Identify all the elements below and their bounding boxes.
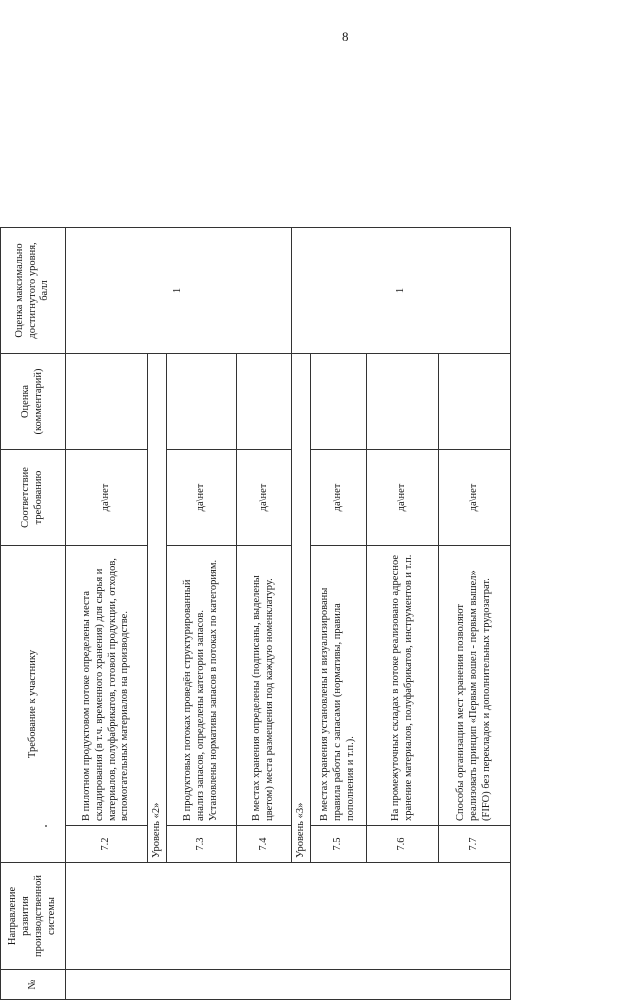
row-requirement: В пилотном продуктовом потоке определены места складирования (в т.ч. временного хранения) для сырья и материалов, полуфабрикатов, готовой продукции, отходов, вспомогательных материалов на производстве. xyxy=(66,545,148,825)
row-compliance: да\нет xyxy=(66,449,148,545)
num-cell xyxy=(66,970,511,1000)
row-requirement: В местах хранения установлены и визуализированы правила работы с запасами (нормативы, правила пополнения и т.п.). xyxy=(311,545,367,825)
row-id: 7.5 xyxy=(311,826,367,863)
row-assessment xyxy=(66,353,148,449)
requirements-table xyxy=(0,227,511,1000)
row-id: 7.6 xyxy=(367,826,439,863)
level-label: Уровень «3» xyxy=(292,353,311,862)
row-id: 7.2 xyxy=(66,826,148,863)
row-assessment xyxy=(439,353,511,449)
row-assessment xyxy=(237,353,292,449)
row-requirement: Способы организации мест хранения позволяют реализовать принцип «Первым вошел - первым вышел» (FIFO) без перекладок и дополнительных трудозатрат. xyxy=(439,545,511,825)
page-number: 8 xyxy=(342,29,349,44)
direction-cell xyxy=(66,863,511,970)
header-assessment: Оценка (комментарий) xyxy=(1,353,66,449)
row-requirement: В продуктовых потоках проведён структурированный анализ запасов, определены категории запасов. Установлены нормативы запасов в потоках по категориям. xyxy=(167,545,237,825)
row-requirement: На промежуточных складах в потоке реализовано адресное хранение материалов, полуфабрикатов, инструментов и т.п. xyxy=(367,545,439,825)
row-assessment xyxy=(367,353,439,449)
header-num: № xyxy=(1,970,66,1000)
row-id: 7.7 xyxy=(439,826,511,863)
header-direction: Направление развития производственной системы xyxy=(1,863,66,970)
table-row xyxy=(66,227,148,999)
row-compliance: да\нет xyxy=(439,449,511,545)
header-requirement: Требование к участнику xyxy=(1,545,66,862)
level-label: Уровень «2» xyxy=(148,353,167,862)
rotated-table-sheet xyxy=(0,228,544,1000)
max-score-level-2: 1 xyxy=(66,227,292,353)
header-row xyxy=(1,227,66,999)
row-compliance: да\нет xyxy=(367,449,439,545)
row-compliance: да\нет xyxy=(167,449,237,545)
header-max-level: Оценка максимально достигнутого уровня, балл xyxy=(1,227,66,353)
header-compliance: Соответствие требованию xyxy=(1,449,66,545)
row-id: 7.3 xyxy=(167,826,237,863)
row-requirement: В местах хранения определены (подписаны, выделены цветом) места размещения под каждую номенклатуру. xyxy=(237,545,292,825)
row-compliance: да\нет xyxy=(237,449,292,545)
row-compliance: да\нет xyxy=(311,449,367,545)
row-assessment xyxy=(311,353,367,449)
row-assessment xyxy=(167,353,237,449)
max-score-level-3: 1 xyxy=(292,227,511,353)
row-id: 7.4 xyxy=(237,826,292,863)
